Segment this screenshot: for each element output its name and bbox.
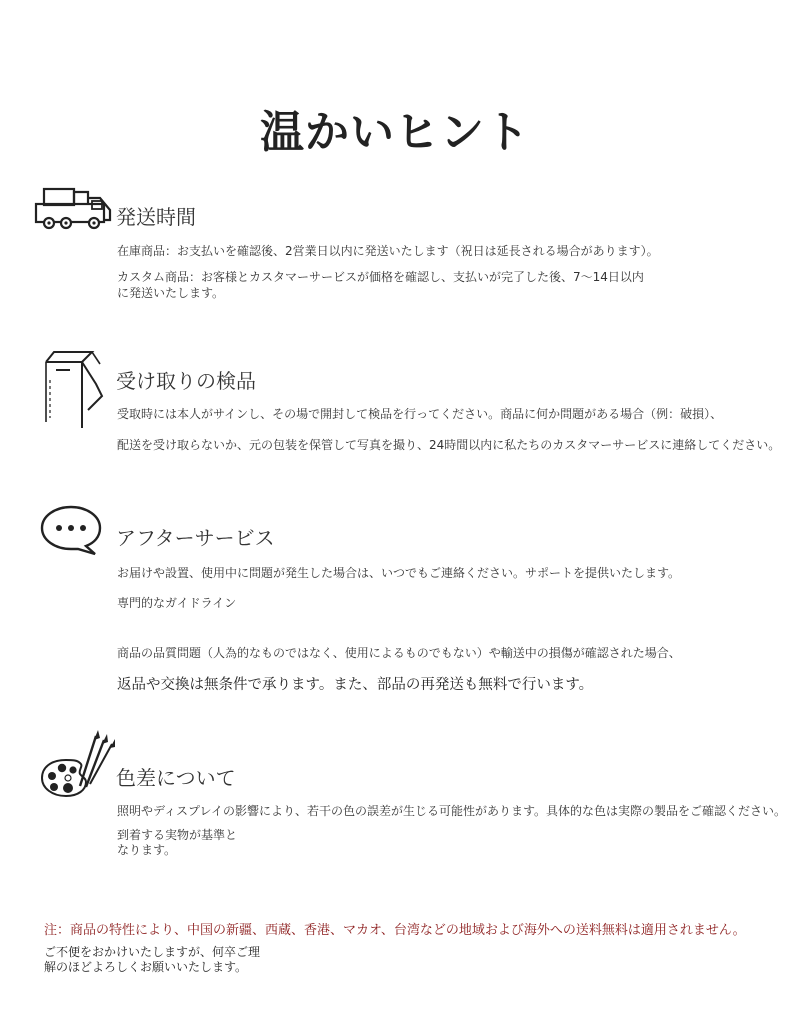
aftersales-line-1: お届けや設置、使用中に問題が発生した場合は、いつでもご連絡ください。サポートを提供いたします。: [117, 566, 681, 580]
shipping-line-2: カスタム商品：お客様とカスタマーサービスが価格を確認し、支払いが完了した後、7〜14日以内: [117, 270, 644, 284]
truck-icon: [34, 186, 116, 232]
aftersales-line-4: 返品や交換は無条件で承ります。また、部品の再発送も無料で行います。: [117, 677, 594, 693]
apology-note: [44, 945, 294, 975]
page-title: 温かいヒント: [260, 107, 530, 158]
apology-line-2: 解のほどよろしくお願いいたします。: [44, 960, 248, 974]
shipping-heading: 発送時間: [116, 205, 196, 229]
shipping-line-3: に発送いたします。: [117, 286, 225, 300]
aftersales-line-2: 専門的なガイドライン: [117, 596, 237, 610]
color-line-3: なります。: [117, 843, 177, 857]
chat-bubble-icon: [40, 504, 104, 556]
color-heading: 色差について: [116, 766, 236, 790]
inspection-line-1: 受取時には本人がサインし、その場で開封して検品を行ってください。商品に何か問題がある場合（例：破損）、: [117, 407, 723, 421]
inspection-line-2: 配送を受け取らないか、元の包装を保管して写真を撮り、24時間以内に私たちのカスタマーサービスに連絡してください。: [117, 438, 781, 452]
shipping-exclusion-note: 注：商品の特性により、中国の新疆、西蔵、香港、マカオ、台湾などの地域および海外への送料無料は適用されません。: [44, 923, 746, 938]
color-line-1: 照明やディスプレイの影響により、若干の色の誤差が生じる可能性があります。具体的な色は実際の製品をご確認ください。: [117, 804, 787, 818]
palette-icon: [40, 730, 116, 800]
aftersales-line-3: 商品の品質問題（人為的なものではなく、使用によるものでもない）や輸送中の損傷が確認された場合、: [117, 646, 681, 660]
box-icon: [40, 350, 110, 430]
apology-line-1: ご不便をおかけいたしますが、何卒ご理: [44, 945, 261, 959]
aftersales-heading: アフターサービス: [116, 526, 275, 550]
shipping-line-1: 在庫商品：お支払いを確認後、2営業日以内に発送いたします（祝日は延長される場合があります）。: [117, 244, 659, 258]
color-line-2: 到着する実物が基準と: [117, 828, 238, 842]
inspection-heading: 受け取りの検品: [116, 369, 256, 393]
